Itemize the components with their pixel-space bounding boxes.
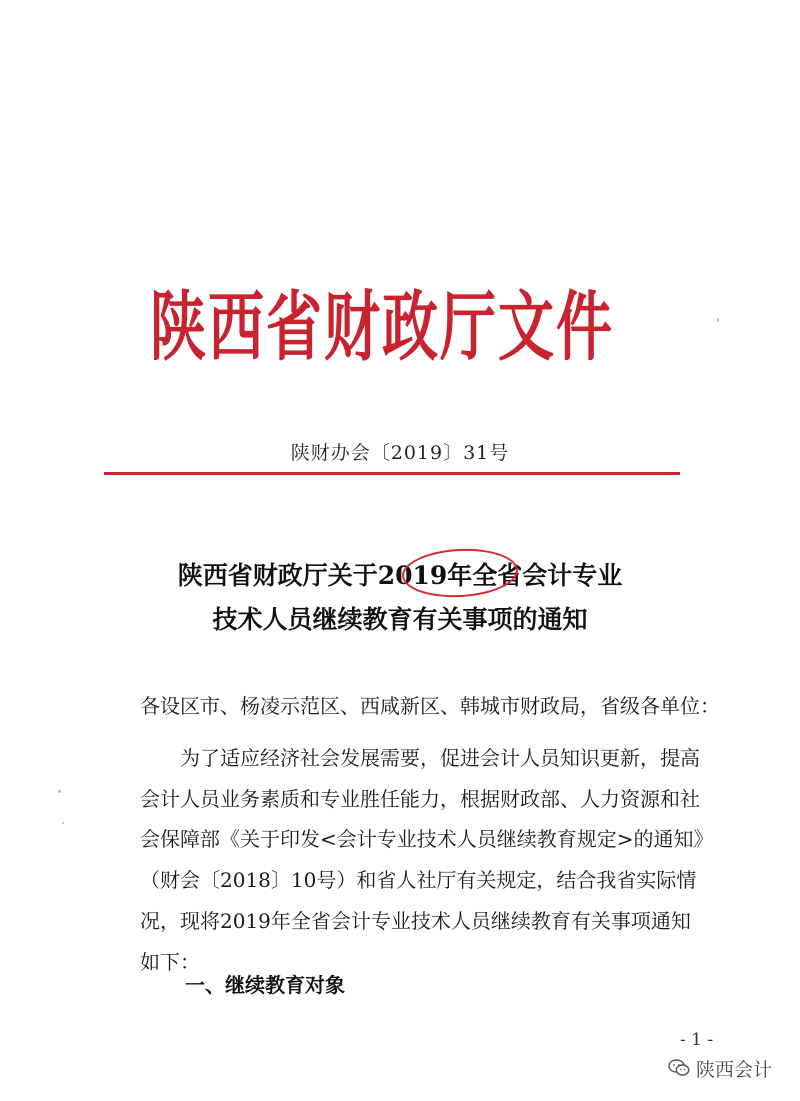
paragraph-line: 为了适应经济社会发展需要，促进会计人员知识更新，提高 (140, 746, 700, 770)
section-heading: 一、继续教育对象 (185, 973, 345, 997)
paragraph-line: 如下： (140, 950, 200, 974)
document-masthead: 陕西省财政厅文件 (150, 282, 614, 372)
scan-speck (717, 318, 719, 322)
addressee-line: 各设区市、杨凌示范区、西咸新区、韩城市财政局，省级各单位： (140, 694, 720, 718)
document-title-line-2: 技术人员继续教育有关事项的通知 (212, 605, 588, 634)
paragraph-line: 况，现将2019年全省会计专业技术人员继续教育有关事项通知 (140, 909, 691, 933)
scan-speck (62, 822, 64, 824)
paragraph-line: 会保障部《关于印发<会计专业技术人员继续教育规定>的通知》 (140, 827, 714, 851)
paragraph-line: 会计人员业务素质和专业胜任能力，根据财政部、人力资源和社 (140, 787, 700, 811)
wechat-watermark (668, 1055, 772, 1081)
document-title-line-1: 陕西省财政厅关于2019年全省会计专业 (177, 561, 623, 590)
wechat-icon (668, 1059, 690, 1077)
paragraph-line: （财会〔2018〕10号）和省人社厅有关规定，结合我省实际情 (140, 868, 697, 892)
document-number: 陕财办会〔2019〕31号 (290, 442, 510, 464)
page-number: - 1 - (680, 1030, 714, 1050)
scan-speck (58, 790, 61, 793)
watermark-text: 陕西会计 (696, 1058, 773, 1081)
red-divider-line (104, 472, 680, 475)
